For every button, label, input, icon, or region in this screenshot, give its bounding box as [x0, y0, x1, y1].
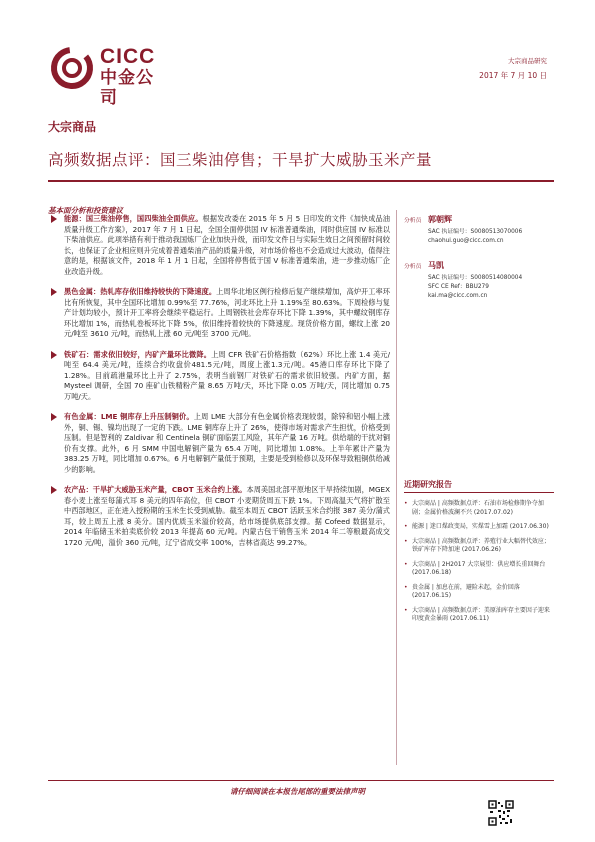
analyst-card: [404, 260, 554, 301]
analyst-role: 分析员: [404, 264, 422, 270]
analyst-list: [404, 214, 554, 315]
analyst-email[interactable]: chaohui.guo@cicc.com.cn: [428, 238, 504, 244]
column-divider: [396, 210, 397, 765]
recent-reports-list: [404, 500, 554, 630]
bullet-lead: 农产品：干旱扩大威胁玉米产量，CBOT 玉米合约上涨。: [64, 485, 247, 494]
bullet-text: 根据发改委在 2015 年 5 月 5 日印发的文件《加快成品油质量升级工作方案》，2017 年 7 月 1 日起，全国全面停供国 IV 标准普通柴油，同时供应国 IV 标准以下柴油供应。此项举措有利于推动我国炼厂企业加快升级，而印发文件日与实际生效日之间预留时间较长，也保证了企业相应则升完成着普通柴油产品的质量升级，对市场价格也不会造成过大波动，值得注意的是，根据该文件，2018 年 1 月 1 日起，全国将停售低于国 V 标准普通柴油，进一步推动炼厂企业改造升级。: [64, 214, 390, 276]
bullet-paragraph: [64, 287, 390, 340]
triangle-bullet-icon: [50, 413, 58, 421]
bullet-text: 上周华北地区例行检修后复产继续增加，高炉开工率环比有所恢复，其中全国环比增加 0.99%至 77.76%，河北环比上升 1.19%至 80.63%。下周检修与复产计划均较小，预计开工率将会继续平稳运行。上周钢铁社会库存环比下降 1.39%，其中螺纹钢库存环比增加 1%，而热轧卷板环比下降 5%，依旧维持着较快的下降速度。现货价格方面，螺纹上涨 20 元/吨至 3610 元/吨，而热轧上涨 60 元/吨至 3700 元/吨。: [64, 287, 390, 338]
bullet-paragraph: [64, 350, 390, 403]
report-date: 2017 年 7 月 10 日: [479, 71, 547, 80]
bullet-paragraph: [64, 412, 390, 475]
analyst-email[interactable]: kai.ma@cicc.com.cn: [428, 293, 488, 299]
section-title: 大宗商品: [48, 120, 97, 134]
triangle-bullet-icon: [50, 486, 58, 494]
analyst-license: SAC 执证编号：S0080514080004: [428, 275, 523, 281]
analyst-name: 马凯: [428, 261, 444, 270]
title-divider: [48, 180, 554, 182]
bullet-lead: 能源：国三柴油停售，国四柴油全面供应。: [64, 214, 203, 223]
bullet-text: 上周 LME 大部分有色金属价格表现较弱，除锌和铝小幅上涨外，铜、锡、镍均出现了一定的下跌。LME 铜库存上升了 26%，使得市场对需求产生担忧，价格受到压制。但是智利的 Zaldivar 和 Centinela 铜矿面临罢工风险，其年产量 16 万吨。供给端的干扰对铜价有支撑。此外，6 月 SMM 中国电解铜产量为 65.4 万吨，同比增加 1.08%。上半年累计产量为 383.25 万吨，同比增加 0.67%。6 月电解铜产量低于预期，主要是受到检修以及环保导致粗铜供给减少的影响。: [64, 412, 390, 474]
report-link[interactable]: • 贵金属 | 加息在前，避险未起，金价回落 (2017.06.15): [404, 584, 554, 601]
legal-notice: 请仔细阅读在本报告尾部的重要法律声明: [230, 787, 365, 796]
analysis-body: [48, 214, 390, 558]
analyst-card: [404, 214, 554, 246]
analyst-license: SAC 执证编号：S0080513070006: [428, 229, 523, 235]
triangle-bullet-icon: [50, 215, 58, 223]
recent-reports-title: 近期研究报告: [404, 480, 452, 489]
bullet-text: 本周美国北部平原地区干旱持续加剧，MGEX 春小麦上涨至每蒲式耳 8 美元的四年高位，但 CBOT 小麦期货周五下跌 1%。下周高温天气将扩散至中西部地区，正在进入授粉期的玉米生长受到威胁。截至本周五 CBOT 活跃玉米合约报 387 美分/蒲式耳，较上周五上涨 8 美分。国内优质玉米溢价较高，给市场提供底部支撑。据 Cofeed 数据显示，2014 年临储玉米拍卖底价较 2013 年提高 60 元/吨。内蒙古包干销售玉米 2014 年二等粮最高成交 1720 元/吨，溢价 360 元/吨，辽宁省成交率 100%，吉林省高达 99.27%。: [64, 485, 390, 547]
triangle-bullet-icon: [50, 288, 58, 296]
report-link[interactable]: • 能源 | 迷口煤政变局，实煤雪上加霜 (2017.06.30): [404, 523, 554, 532]
cicc-logo: [50, 44, 170, 108]
report-type: 大宗商品研究: [508, 57, 547, 65]
report-link[interactable]: • 大宗商品 | 高频数据点评：石油市场检修期争夺加剧；金属价格波澜不兴 (2017.07.02): [404, 500, 554, 517]
analyst-name: 郭朝辉: [428, 215, 452, 224]
bullet-ferrous: [48, 287, 390, 340]
bullet-text: 上周 CFR 铁矿石价格指数（62%）环比上涨 1.4 美元/吨至 64.4 美元/吨，连续合约收盘价481.5元/吨，周度上涨1.3元/吨。45港口库存环比下降了1.28%。目前疏港量环比上升了 2.75%，表明当前钢厂对铁矿石的需求依旧较强。内矿方面，据 Mysteel 调研，全国 70 座矿山铁精粉产量 8.65 万吨/天，环比下降 0.05 万吨/天，同比增加 0.75 万吨/天。: [64, 349, 390, 401]
report-link[interactable]: • 大宗商品 | 2H2017 大宗展望：供应增长重回舞台 (2017.06.18): [404, 561, 554, 578]
logo-text-en: CICC: [100, 45, 156, 68]
bullet-paragraph: [64, 214, 390, 277]
recent-reports-divider: [404, 492, 554, 493]
analyst-sfc-ref: SFC CE Ref：BBU279: [428, 284, 489, 290]
bullet-base-metals: [48, 412, 390, 475]
report-link[interactable]: • 大宗商品 | 高频数据点评：美原油库存主要因子迎来印度黄金暴雨 (2017.06.11): [404, 607, 554, 624]
footer-divider: [48, 780, 554, 781]
logo-text-cn: 中金公司: [100, 68, 154, 108]
bullet-iron-ore: [48, 350, 390, 403]
bullet-lead: 黑色金属：热轧库存依旧维持较快的下降速度。: [64, 287, 217, 296]
qr-code-icon: [488, 800, 514, 826]
bullet-agriculture: [48, 485, 390, 548]
bullet-paragraph: [64, 485, 390, 548]
analyst-role: 分析员: [404, 218, 422, 224]
sub-heading: 基本面分析和投资建议: [48, 206, 123, 215]
report-title: 高频数据点评：国三柴油停售；干旱扩大威胁玉米产量: [48, 151, 433, 169]
triangle-bullet-icon: [50, 351, 58, 359]
bullet-lead: 铁矿石：需求依旧较好，内矿产量环比微降。: [64, 349, 212, 359]
bullet-lead: 有色金属：LME 铜库存上升压制铜价。: [64, 412, 194, 421]
cicc-ring-icon: [50, 46, 94, 90]
bullet-energy: [48, 214, 390, 277]
report-link[interactable]: • 大宗商品 | 高频数据点评：养殖行业大幅替代效应；铁矿库存下降加速 (2017.06.26): [404, 538, 554, 555]
